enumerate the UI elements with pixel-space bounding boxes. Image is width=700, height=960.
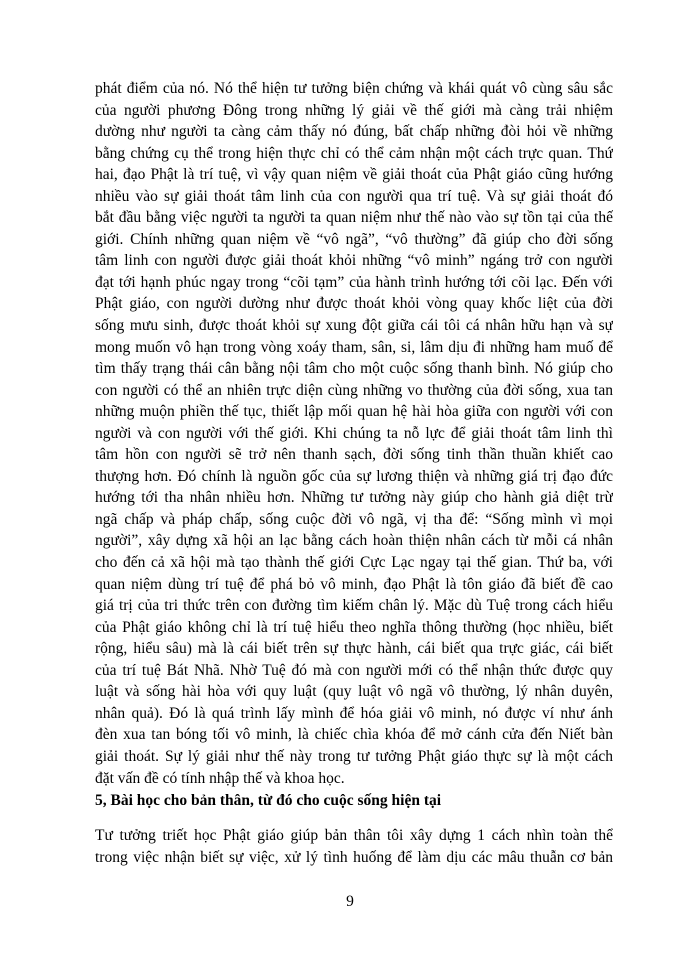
section-heading: 5, Bài học cho bản thân, từ đó cho cuộc sống hiện tại bbox=[95, 792, 442, 809]
text-line: bằng chứng cụ thể trong hiện thực chỉ có thể cảm nhận một cách trực quan. Thứ bbox=[95, 144, 613, 162]
text-line: đặt vấn đề có tính nhập thế và khoa học. bbox=[95, 769, 345, 787]
text-line: nhân quả). Đó là quá trình lấy mình để hóa giải vô minh, nó được ví như ánh bbox=[95, 704, 613, 722]
text-line: tâm hồn con người sẽ trở nên thanh sạch, đời sống tinh thần thuần khiết cao bbox=[95, 446, 613, 464]
text-line: dường như người ta càng cảm thấy nó đúng, bất chấp những đòi hỏi về những bbox=[95, 123, 613, 141]
text-line: giải thoát. Sự lý giải như thế này trong tư tưởng Phật giáo thực sự là một cách bbox=[95, 747, 613, 765]
text-line: Phật giáo, con người dường như được thoát khỏi vòng quay khốc liệt của đời bbox=[95, 295, 613, 313]
text-line: cho đến cả xã hội mà tạo thành thế giới Cực Lạc ngay tại thế gian. Thứ ba, với bbox=[95, 554, 613, 572]
text-line: người”, xây dựng xã hội an lạc bằng cách hoàn thiện nhân cách từ mỗi cá nhân bbox=[95, 532, 613, 550]
text-line: ngã chấp và pháp chấp, sống cuộc đời vô ngã, vị tha để: “Sống mình vì mọi bbox=[95, 510, 613, 528]
text-line: tìm thấy trạng thái cân bằng nội tâm cho một cuộc sống thanh bình. Nó giúp cho bbox=[95, 360, 613, 378]
body-paragraph bbox=[95, 78, 613, 789]
text-line: của trí tuệ Bát Nhã. Nhờ Tuệ đó mà con người mới có thể nhận thức được quy bbox=[95, 661, 613, 679]
text-line: bắt đầu bằng việc người ta người ta quan niệm như thế nào vào sự tồn tại của thế bbox=[95, 209, 613, 227]
text-line: giới. Chính những quan niệm về “vô ngã”, “vô thường” đã giúp cho đời sống bbox=[95, 230, 613, 248]
text-line: giá trị của tri thức trên con đường tìm kiếm chân lý. Mặc dù Tuệ trong cách hiểu bbox=[95, 597, 613, 615]
text-line: tâm linh con người được giải thoát khỏi những “vô minh” ngáng trở con người bbox=[95, 252, 613, 270]
text-line: rộng, hiểu sâu) mà là cái biết trên sự thực hành, cái biết qua trực giác, cái biết bbox=[95, 640, 613, 658]
text-line: mong muốn vô hạn trong vòng xoáy tham, sân, si, lâm dịu đi những ham muố để bbox=[95, 338, 613, 356]
text-line: của Phật giáo không chỉ là trí tuệ hiểu theo nghĩa thông thường (học nhiều, biết bbox=[95, 618, 613, 636]
text-line: thượng hơn. Đó chính là nguồn gốc của sự lương thiện và những giá trị đạo đức bbox=[95, 467, 613, 485]
text-line: quan niệm dùng trí tuệ để phá bỏ vô minh, đạo Phật là tôn giáo đã biết đề cao bbox=[95, 575, 613, 593]
text-line: hướng tới tha nhân nhiều hơn. Những tư tưởng này giúp cho hành giả diệt trừ bbox=[95, 489, 613, 507]
intro-paragraph bbox=[95, 825, 613, 868]
text-line: nhiều vào sự giải thoát tâm linh của con người qua trí tuệ. Và sự giải thoát đó bbox=[95, 187, 613, 205]
text-line: sống mưu sinh, được thoát khỏi sự xung đột giữa cái tôi cá nhân hữu hạn và sự bbox=[95, 317, 613, 335]
text-line: hai, đạo Phật là trí tuệ, vì vậy quan niệm về giải thoát của Phật giáo cũng hướng bbox=[95, 166, 613, 184]
text-line: những muộn phiền thế tục, thiết lập mối quan hệ hài hòa giữa con người với con bbox=[95, 403, 613, 421]
text-line: trong việc nhận biết sự việc, xử lý tình huống để làm dịu các mâu thuẫn cơ bản bbox=[95, 848, 613, 866]
text-line: đạt tới hạnh phúc ngay trong “cõi tạm” của hành trình hướng tới cõi lạc. Đến với bbox=[95, 273, 613, 291]
text-line: đèn xua tan bóng tối vô minh, là chiếc chìa khóa để mở cánh cửa đến Niết bàn bbox=[95, 726, 613, 744]
page-number: 9 bbox=[346, 893, 354, 910]
text-line: Tư tưởng triết học Phật giáo giúp bản thân tôi xây dựng 1 cách nhìn toàn thể bbox=[95, 827, 613, 844]
text-line: người và con người với thế giới. Khi chúng ta nỗ lực để giải thoát tâm linh thì bbox=[95, 424, 613, 442]
text-line: luật và sống hài hòa với quy luật (quy luật vô ngã vô thường, lý nhân duyên, bbox=[95, 683, 613, 701]
text-line: phát điểm của nó. Nó thể hiện tư tưởng biện chứng và khái quát vô cùng sâu sắc bbox=[95, 80, 613, 97]
text-line: con người có thể an nhiên trực diện cùng những vo thường của đời sống, xua tan bbox=[95, 381, 613, 399]
text-line: của người phương Đông trong những lý giải về thế giới mà càng trải nhiệm bbox=[95, 101, 613, 119]
